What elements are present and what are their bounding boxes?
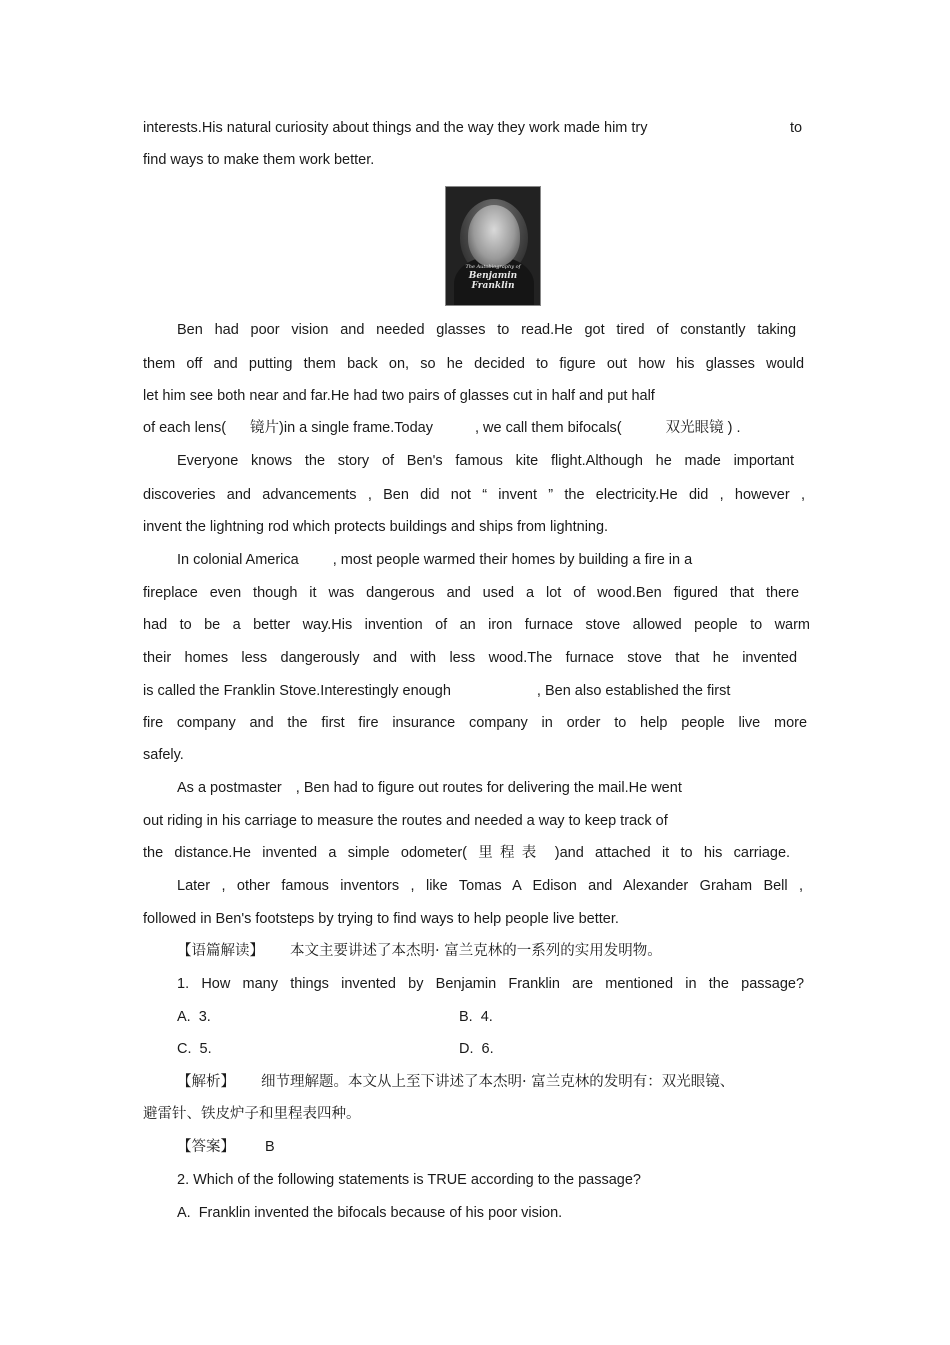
portrait-caption-name2: Franklin — [471, 281, 515, 291]
paragraph3-line2: discoveries and advancements , Ben did not “ invent ” the electricity.He did , however , — [143, 487, 805, 503]
analysis-text: 本文主要讲述了本杰明· 富兰克林的一系列的实用发明物。 — [290, 943, 662, 959]
paragraph4-line2: fireplace even though it was dangerous and used a lot of wood.Ben figured that there — [143, 585, 800, 601]
franklin-portrait-image — [445, 186, 541, 306]
portrait-caption-name1: Benjamin — [468, 271, 518, 281]
paragraph4-line6: fire company and the first fire insurance company in order to help people live more — [143, 715, 808, 731]
paragraph6-line1: Later , other famous inventors , like Tomas A Edison and Alexander Graham Bell , — [177, 878, 804, 894]
paragraph3-line3: invent the lightning rod which protects buildings and ships from lightning. — [143, 519, 609, 535]
paragraph4-line4: their homes less dangerously and with less wood.The furnace stove that he invented — [143, 650, 798, 666]
paragraph6-line2: followed in Ben's footsteps by trying to find ways to help people live better. — [143, 911, 619, 927]
paragraph5-line3: the distance.He invented a simple odometer( 里程表 )and attached it to his carriage. — [143, 845, 791, 861]
paragraph4-line7: safely. — [143, 747, 184, 763]
question1-option-d: D. 6. — [459, 1041, 494, 1057]
question1-option-b: B. 4. — [459, 1009, 493, 1025]
paragraph2-line1: Ben had poor vision and needed glasses to read.He got tired of constantly taking — [177, 322, 797, 338]
paragraph2-line3: let him see both near and far.He had two pairs of glasses cut in half and put half — [143, 388, 655, 404]
paragraph4-line3: had to be a better way.His invention of an iron furnace stove allowed people to warm — [143, 617, 811, 633]
explanation-label: 【解析】 — [177, 1074, 235, 1090]
question1-explanation-line2: 避雷针、铁皮炉子和里程表四种。 — [143, 1106, 361, 1122]
question2-option-a: A. Franklin invented the bifocals because of his poor vision. — [177, 1205, 563, 1221]
paragraph1-line1-end: to — [790, 120, 803, 136]
paragraph2-line2: them off and putting them back on, so he decided to figure out how his glasses would — [143, 356, 805, 372]
question1-explanation-line1: 【解析】 细节理解题。本文从上至下讲述了本杰明· 富兰克林的发明有：双光眼镜、 — [177, 1074, 735, 1090]
paragraph1-line2: find ways to make them work better. — [143, 152, 375, 168]
paragraph4-line5: is called the Franklin Stove.Interestingly enough , Ben also established the first — [143, 683, 731, 699]
paragraph2-line4: of each lens( 镜片)in a single frame.Today , we call them bifocals( 双光眼镜 ) . — [143, 420, 741, 436]
portrait-caption-small: The Autobiography of — [465, 264, 521, 270]
paragraph5-line1: As a postmaster , Ben had to figure out routes for delivering the mail.He went — [177, 780, 682, 796]
question1-option-c: C. 5. — [177, 1041, 212, 1057]
question2-stem: 2. Which of the following statements is TRUE according to the passage? — [177, 1172, 641, 1188]
question1-option-a: A. 3. — [177, 1009, 211, 1025]
portrait-face — [468, 205, 520, 267]
paragraph1-line1: interests.His natural curiosity about things and the way they work made him try — [143, 120, 648, 136]
answer-label: 【答案】 — [177, 1139, 235, 1155]
paragraph5-line2: out riding in his carriage to measure the routes and needed a way to keep track of — [143, 813, 668, 829]
passage-analysis — [177, 942, 662, 960]
analysis-label: 【语篇解读】 — [177, 943, 264, 959]
question1-answer — [177, 1138, 275, 1156]
question1-stem: 1. How many things invented by Benjamin Franklin are mentioned in the passage? — [177, 976, 805, 992]
paragraph4-line1: In colonial America , most people warmed their homes by building a fire in a — [177, 552, 693, 568]
answer-value: B — [265, 1139, 275, 1155]
paragraph3-line1: Everyone knows the story of Ben's famous kite flight.Although he made important — [177, 453, 795, 469]
